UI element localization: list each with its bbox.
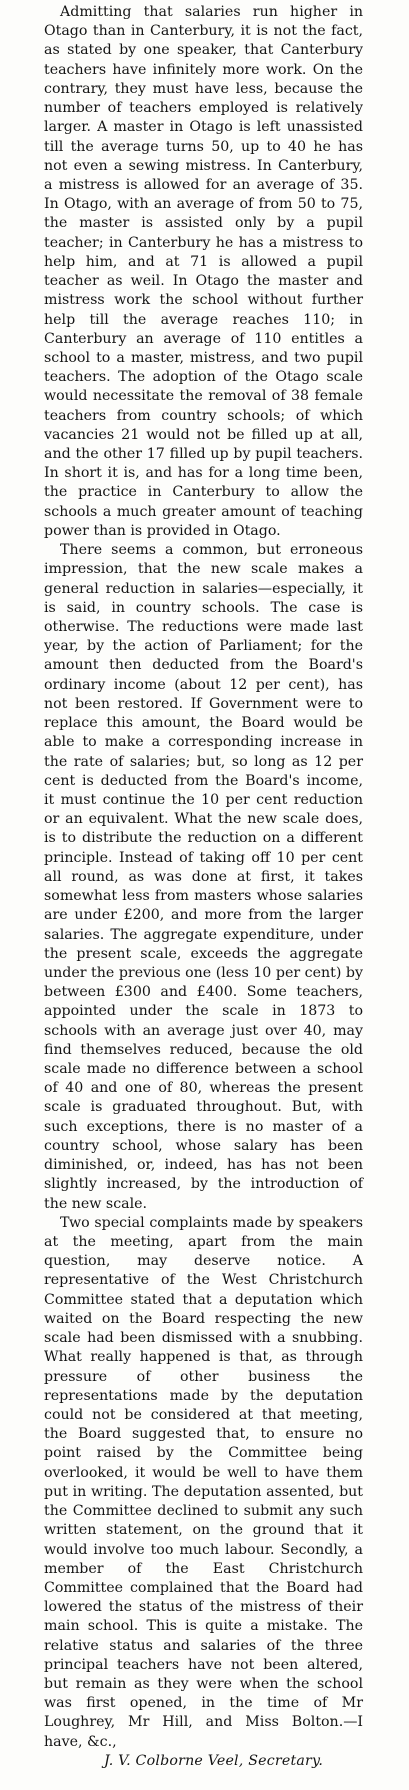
signature-line: J. V. Colborne Veel, Secretary. <box>103 1752 324 1769</box>
paragraph-salaries-comparison: Admitting that salaries run higher in Otago than in Canterbury, it is not the fact, as stated by one speaker, that Canterbury teachers have infinitely more work. On the contrary, they must have less, because the number of teachers employed is relatively larger. A master in Otago is left unassisted till the average turns 50, up to 40 he has not even a sewing mistress. In Canterbury, a mistress is allowed for an average of 35. In Otago, with an average of from 50 to 75, the master is assisted only by a pupil teacher; in Canterbury he has a mistress to help him, and at 71 is allowed a pupil teacher as weil. In Otago the master and mistress work the school without further help till the average reaches 110; in Canterbury an average of 110 entitles a school to a master, mistress, and two pupil teachers. The adoption of the Otago scale would necessitate the removal of 38 female teachers from country schools; of which vacancies 21 would not be filled up at all, and the other 17 filled up by pupil teachers. In short it is, and has for a long time been, the practice in Canterbury to allow the schools a much greater amount of teaching power than is provided in Otago. <box>44 4 363 539</box>
paragraph-scale-reduction: There seems a common, but erroneous impression, that the new scale makes a general reduction in salaries—especially, it is said, in country schools. The case is otherwise. The reductions were made last year, by the action of Parliament; for the amount then deducted from the Board's ordinary income (about 12 per cent), has not been restored. If Government were to replace this amount, the Board would be able to make a corresponding increase in the rate of salaries; but, so long as 12 per cent is deducted from the Board's income, it must continue the 10 per cent reduction or an equivalent. What the new scale does, is to distribute the reduction on a different principle. Instead of taking off 10 per cent all round, as was done at first, it takes somewhat less from masters whose salaries are under £200, and more from the larger salaries. The aggregate expenditure, under the present scale, exceeds the aggregate under the previous one (less 10 per cent) by between £300 and £400. Some teachers, appointed under the scale in 1873 to schools with an average just over 40, may find themselves reduced, because the old scale made no difference between a school of 40 and one of 80, whereas the present scale is graduated throughout. But, with such exceptions, there is no master of a country school, whose salary has been diminished, or, indeed, has has not been slightly increased, by the introduction of the new scale. <box>44 542 363 1212</box>
paragraph-special-complaints: Two special complaints made by speakers at the meeting, apart from the main question, may deserve notice. A representative of the West Christchurch Committee stated that a deputation which waited on the Board respecting the new scale had been dismissed with a snubbing. What really happened is that, as through pressure of other business the representations made by the deputation could not be considered at that meeting, the Board suggested that, to ensure no point raised by the Committee being overlooked, it would be well to have them put in writing. The deputation assented, but the Committee declined to submit any such written statement, on the ground that it would involve too much labour. Secondly, a member of the East Christchurch Committee complained that the Board had lowered the status of the mistress of their main school. This is quite a mistake. The relative status and salaries of the three principal teachers have not been altered, but remain as they were when the school was first opened, in the time of Mr Loughrey, Mr Hill, and Miss Bolton.—I have, &c., <box>44 1214 363 1750</box>
